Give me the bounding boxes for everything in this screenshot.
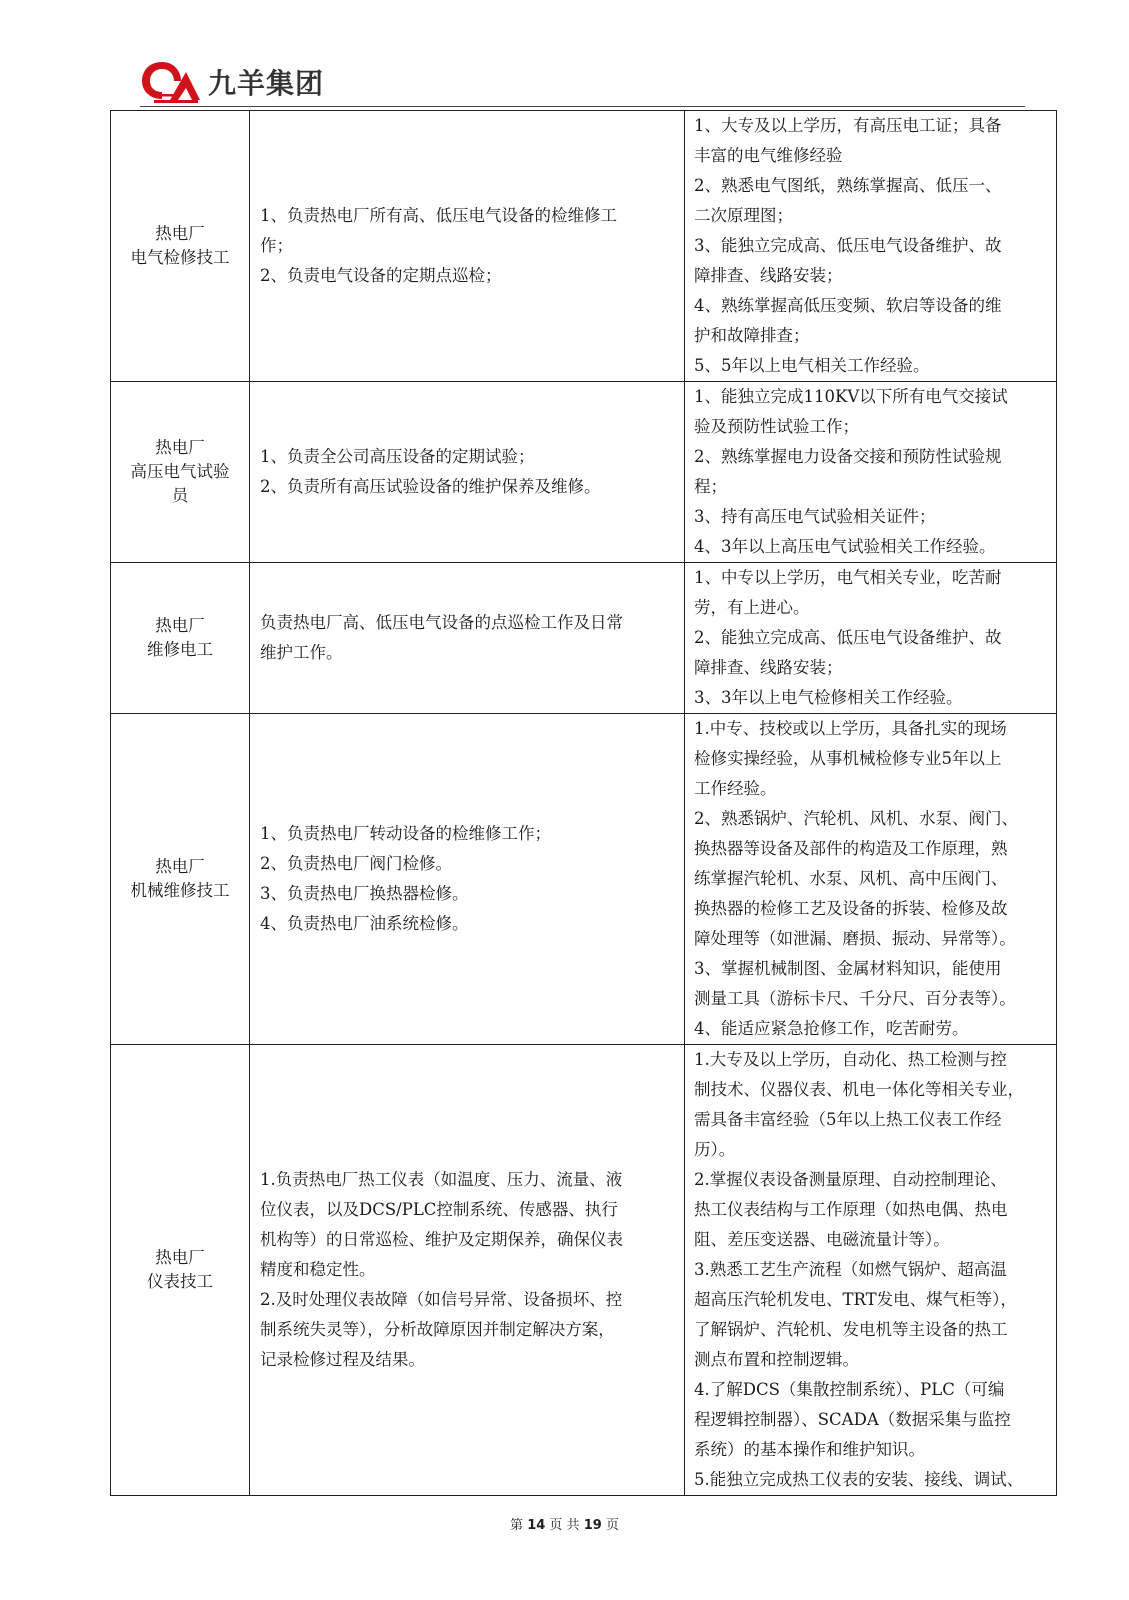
current-page-number: 14 [527, 1518, 546, 1533]
requirement-line: 验及预防性试验工作； [694, 417, 859, 436]
page-footer [0, 1514, 1129, 1533]
duty-line: 制系统失灵等），分析故障原因并制定解决方案， [260, 1320, 615, 1339]
requirement-line: 2.掌握仪表设备测量原理、自动控制理论、 [694, 1170, 1007, 1189]
job-requirements-cell [685, 1045, 1057, 1496]
requirement-line: 5、5年以上电气相关工作经验。 [694, 356, 930, 375]
requirement-line: 4.了解DCS（集散控制系统）、PLC（可编 [694, 1380, 1005, 1399]
job-title-line: 仪表技工 [147, 1272, 213, 1291]
requirement-line: 2、熟悉锅炉、汽轮机、风机、水泵、阀门、 [694, 809, 1018, 828]
requirement-line: 1、能独立完成110KV以下所有电气交接试 [694, 387, 1008, 406]
jiuyang-logo-icon [140, 56, 202, 106]
duty-line: 1.负责热电厂热工仪表（如温度、压力、流量、液 [260, 1170, 623, 1189]
job-title-line: 机械维修技工 [130, 881, 230, 900]
requirement-line: 4、能适应紧急抢修工作，吃苦耐劳。 [694, 1019, 969, 1038]
company-name: 九羊集团 [208, 67, 325, 100]
job-row [111, 563, 1057, 714]
job-title-line: 热电厂 [155, 224, 205, 243]
duty-line: 1、负责热电厂所有高、低压电气设备的检维修工 [260, 206, 617, 225]
requirement-line: 了解锅炉、汽轮机、发电机等主设备的热工 [694, 1320, 1008, 1339]
requirement-line: 二次原理图； [694, 206, 793, 225]
duty-line: 记录检修过程及结果。 [260, 1350, 425, 1369]
requirement-line: 障排查、线路安装； [694, 266, 843, 285]
requirement-line: 程； [694, 477, 727, 496]
job-title-line: 热电厂 [155, 1248, 205, 1267]
requirement-line: 1、中专以上学历，电气相关专业，吃苦耐 [694, 568, 1002, 587]
requirement-line: 练掌握汽轮机、水泵、风机、高中压阀门、 [694, 869, 1008, 888]
requirement-line: 检修实操经验，从事机械检修专业5年以上 [694, 749, 1002, 768]
duty-line: 2、负责电气设备的定期点巡检； [260, 266, 502, 285]
requirement-line: 护和故障排查； [694, 326, 810, 345]
job-table-body [111, 111, 1057, 1496]
footer-suffix: 页 [605, 1518, 619, 1533]
requirement-line: 3、持有高压电气试验相关证件； [694, 507, 936, 526]
job-title-cell [111, 382, 250, 563]
requirement-line: 测点布置和控制逻辑。 [694, 1350, 859, 1369]
job-duties-cell [250, 1045, 685, 1496]
requirement-line: 3.熟悉工艺生产流程（如燃气锅炉、超高温 [694, 1260, 1007, 1279]
job-title-cell [111, 111, 250, 382]
job-title-line: 热电厂 [155, 438, 205, 457]
duty-line: 精度和稳定性。 [260, 1260, 376, 1279]
requirement-line: 程逻辑控制器）、SCADA（数据采集与监控 [694, 1410, 1011, 1429]
duty-line: 4、负责热电厂油系统检修。 [260, 914, 469, 933]
job-title-line: 热电厂 [155, 857, 205, 876]
job-duties-cell [250, 111, 685, 382]
requirement-line: 障处理等（如泄漏、磨损、振动、异常等）。 [694, 929, 1016, 948]
requirement-line: 4、熟练掌握高低压变频、软启等设备的维 [694, 296, 1002, 315]
footer-middle: 页 共 [549, 1518, 580, 1533]
total-pages-number: 19 [583, 1518, 602, 1533]
job-row [111, 1045, 1057, 1496]
requirement-line: 4、3年以上高压电气试验相关工作经验。 [694, 537, 996, 556]
requirement-line: 换热器的检修工艺及设备的拆装、检修及故 [694, 899, 1008, 918]
requirement-line: 2、熟练掌握电力设备交接和预防性试验规 [694, 447, 1002, 466]
duty-line: 1、负责热电厂转动设备的检维修工作； [260, 824, 551, 843]
duty-line: 2、负责热电厂阀门检修。 [260, 854, 452, 873]
job-title-cell [111, 1045, 250, 1496]
job-requirements-cell [685, 714, 1057, 1045]
duty-line: 2、负责所有高压试验设备的维护保养及维修。 [260, 477, 601, 496]
requirement-line: 工作经验。 [694, 779, 777, 798]
duty-line: 2.及时处理仪表故障（如信号异常、设备损坏、控 [260, 1290, 623, 1309]
requirement-line: 测量工具（游标卡尺、千分尺、百分表等）。 [694, 989, 1016, 1008]
requirement-line: 3、掌握机械制图、金属材料知识，能使用 [694, 959, 1002, 978]
requirement-line: 2、熟悉电气图纸，熟练掌握高、低压一、 [694, 176, 1002, 195]
job-title-cell [111, 714, 250, 1045]
job-duties-cell [250, 563, 685, 714]
duty-line: 1、负责全公司高压设备的定期试验； [260, 447, 535, 466]
job-title-line: 电气检修技工 [130, 248, 230, 267]
duty-line: 位仪表，以及DCS/PLC控制系统、传感器、执行 [260, 1200, 618, 1219]
requirement-line: 丰富的电气维修经验 [694, 146, 843, 165]
requirement-line: 障排查、线路安装； [694, 658, 843, 677]
requirement-line: 热工仪表结构与工作原理（如热电偶、热电 [694, 1200, 1008, 1219]
page-header [140, 52, 1025, 110]
job-row [111, 714, 1057, 1045]
requirement-line: 系统）的基本操作和维护知识。 [694, 1440, 925, 1459]
job-duties-cell [250, 382, 685, 563]
duty-line: 负责热电厂高、低压电气设备的点巡检工作及日常 [260, 613, 623, 632]
requirement-line: 5.能独立完成热工仪表的安装、接线、调试、 [694, 1470, 1024, 1489]
duty-line: 3、负责热电厂换热器检修。 [260, 884, 469, 903]
job-requirements-cell [685, 111, 1057, 382]
requirement-line: 1.中专、技校或以上学历，具备扎实的现场 [694, 719, 1007, 738]
job-requirements-cell [685, 382, 1057, 563]
requirement-line: 劳，有上进心。 [694, 598, 810, 617]
requirement-line: 3、3年以上电气检修相关工作经验。 [694, 688, 963, 707]
requirement-line: 历）。 [694, 1140, 736, 1159]
requirement-line: 阻、差压变送器、电磁流量计等）。 [694, 1230, 950, 1249]
footer-prefix: 第 [510, 1518, 524, 1533]
job-title-line: 高压电气试验 [130, 462, 230, 481]
job-title-line: 维修电工 [147, 640, 213, 659]
header-divider [140, 106, 1025, 107]
job-title-line: 员 [171, 486, 189, 505]
requirement-line: 1、大专及以上学历，有高压电工证；具备 [694, 116, 1002, 135]
duty-line: 维护工作。 [260, 643, 343, 662]
requirement-line: 1.大专及以上学历，自动化、热工检测与控 [694, 1050, 1007, 1069]
requirement-line: 换热器等设备及部件的构造及工作原理，熟 [694, 839, 1008, 858]
job-title-line: 热电厂 [155, 616, 205, 635]
requirement-line: 需具备丰富经验（5年以上热工仪表工作经 [694, 1110, 1002, 1129]
requirement-line: 2、能独立完成高、低压电气设备维护、故 [694, 628, 1002, 647]
job-table [110, 110, 1057, 1496]
job-duties-cell [250, 714, 685, 1045]
duty-line: 作； [260, 236, 293, 255]
job-requirements-cell [685, 563, 1057, 714]
job-row [111, 382, 1057, 563]
requirement-line: 制技术、仪器仪表、机电一体化等相关专业， [694, 1080, 1024, 1099]
job-title-cell [111, 563, 250, 714]
duty-line: 机构等）的日常巡检、维护及定期保养，确保仪表 [260, 1230, 623, 1249]
requirement-line: 3、能独立完成高、低压电气设备维护、故 [694, 236, 1002, 255]
job-row [111, 111, 1057, 382]
requirement-line: 超高压汽轮机发电、TRT发电、煤气柜等）， [694, 1290, 1017, 1309]
